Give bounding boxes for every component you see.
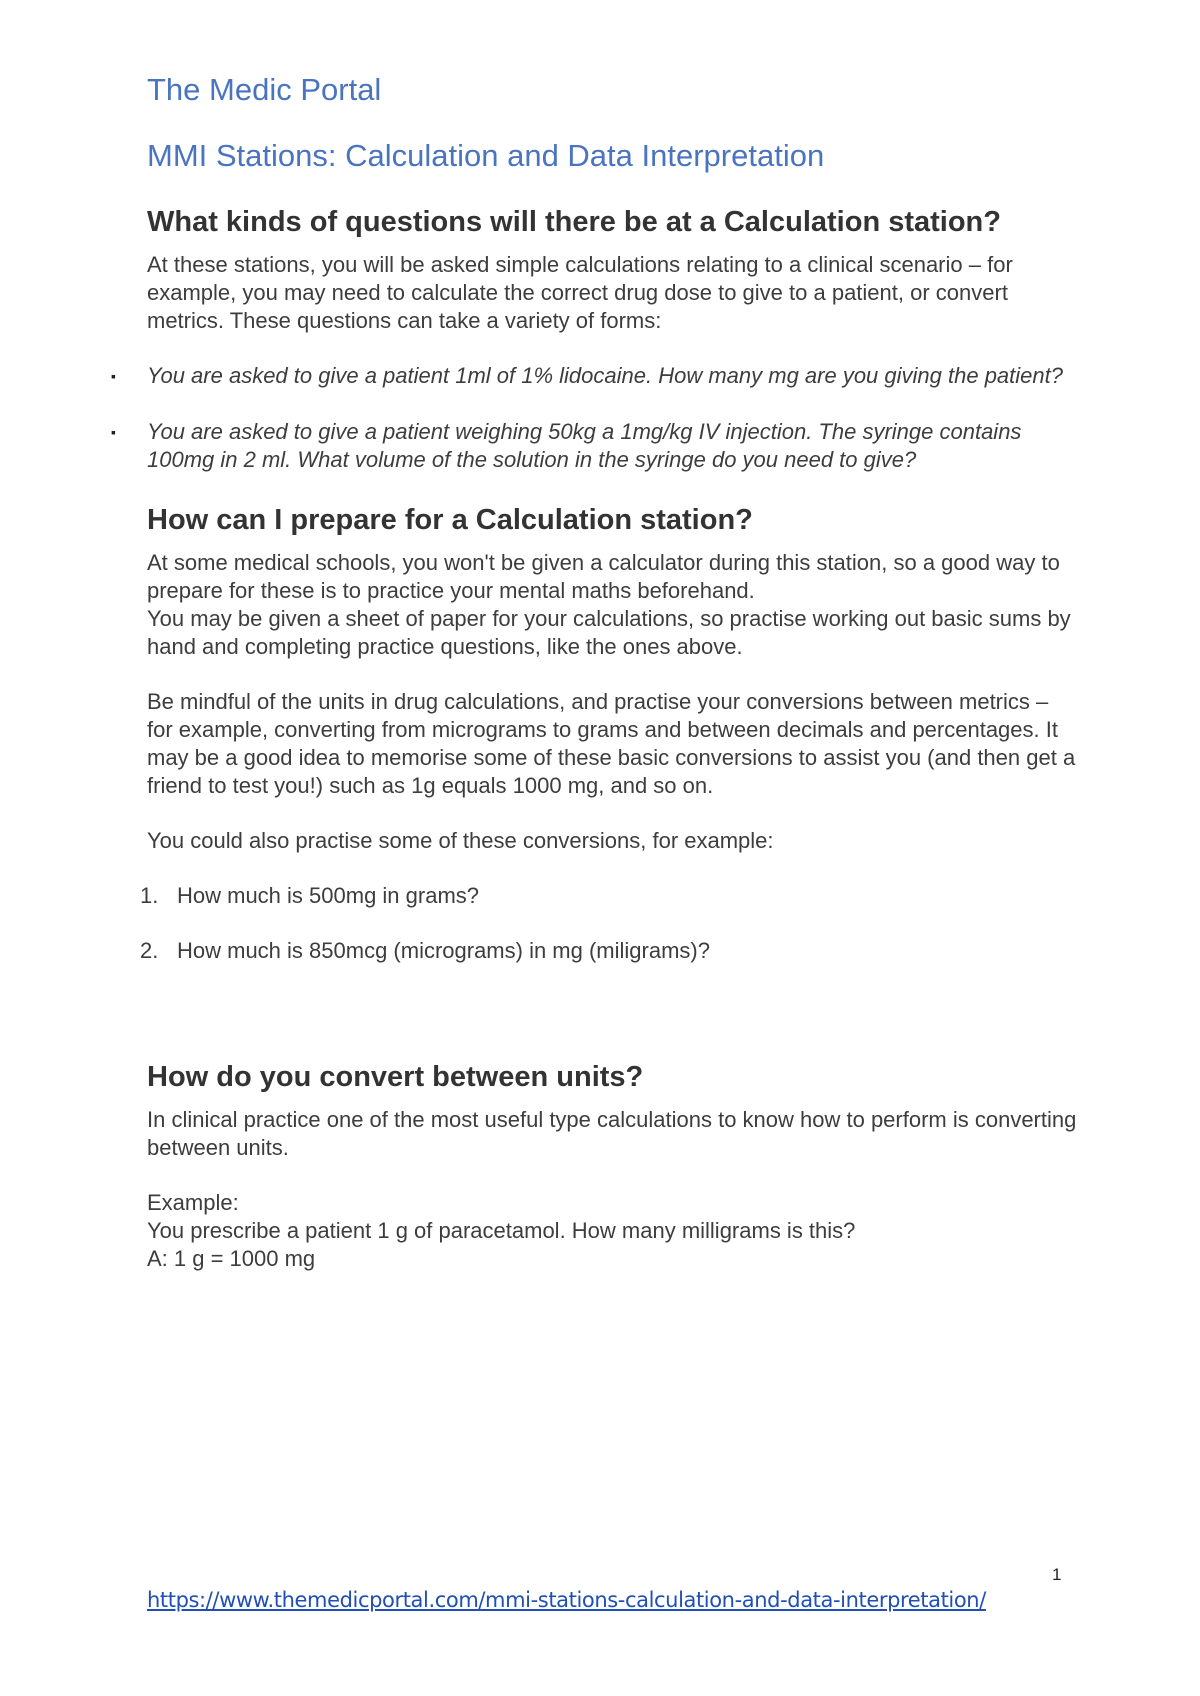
source-url-link[interactable]: https://www.themedicportal.com/mmi-stations-calculation-and-data-interpretation/ (147, 1588, 986, 1612)
example-question: You prescribe a patient 1 g of paracetamol. How many milligrams is this? (147, 1218, 856, 1243)
list-item (140, 882, 1077, 910)
section-intro-paragraph: At these stations, you will be asked simple calculations relating to a clinical scenario – for example, you may need to calculate the correct drug dose to give to a patient, or convert metrics. These questions can take a variety of forms: (147, 252, 1013, 333)
list-number: 2. (140, 938, 159, 963)
document-title: MMI Stations: Calculation and Data Interpretation (147, 138, 825, 173)
section-heading: How can I prepare for a Calculation station? (147, 504, 753, 536)
body-paragraph: In clinical practice one of the most useful type calculations to know how to perform is converting between units. (147, 1107, 1077, 1160)
body-paragraph: Be mindful of the units in drug calculations, and practise your conversions between metrics – for example, converting from micrograms to grams and between decimals and percentages. It may be a good idea to memorise some of these basic conversions to assist you (and then get a friend to test you!) such as 1g equals 1000 mg, and so on. (147, 689, 1076, 798)
document-content (111, 70, 1077, 1273)
section-preparation (140, 502, 1077, 965)
example-label: Example: (147, 1190, 239, 1215)
site-title: The Medic Portal (147, 72, 382, 107)
list-item-text: How much is 850mcg (micrograms) in mg (miligrams)? (177, 938, 710, 963)
section-unit-conversion (147, 1059, 1077, 1273)
example-question-list (111, 362, 1077, 474)
section-heading: What kinds of questions will there be at a Calculation station? (147, 206, 1001, 238)
body-paragraph: You could also practise some of these conversions, for example: (147, 828, 774, 853)
list-item-text: You are asked to give a patient weighing 50kg a 1mg/kg IV injection. The syringe contains 100mg in 2 ml. What volume of the solution in the syringe do you need to give? (147, 419, 1022, 472)
example-answer: A: 1 g = 1000 mg (147, 1246, 316, 1271)
section-heading: How do you convert between units? (147, 1061, 644, 1093)
section-calculation-questions (111, 204, 1077, 474)
list-item-text: How much is 500mg in grams? (177, 883, 480, 908)
list-number: 1. (140, 883, 159, 908)
bullet-icon: ▪ (111, 424, 116, 440)
body-paragraph: You may be given a sheet of paper for your calculations, so practise working out basic sums by hand and completing practice questions, like the ones above. (147, 606, 1071, 659)
page-number: 1 (1052, 1565, 1062, 1584)
body-paragraph: At some medical schools, you won't be given a calculator during this station, so a good way to prepare for these is to practice your mental maths beforehand. (147, 550, 1060, 603)
list-item (111, 418, 1077, 474)
conversion-question-list (140, 882, 1077, 965)
bullet-icon: ▪ (111, 368, 116, 384)
list-item (140, 937, 1077, 965)
list-item-text: You are asked to give a patient 1ml of 1% lidocaine. How many mg are you giving the patient? (147, 363, 1063, 388)
list-item (111, 362, 1077, 390)
